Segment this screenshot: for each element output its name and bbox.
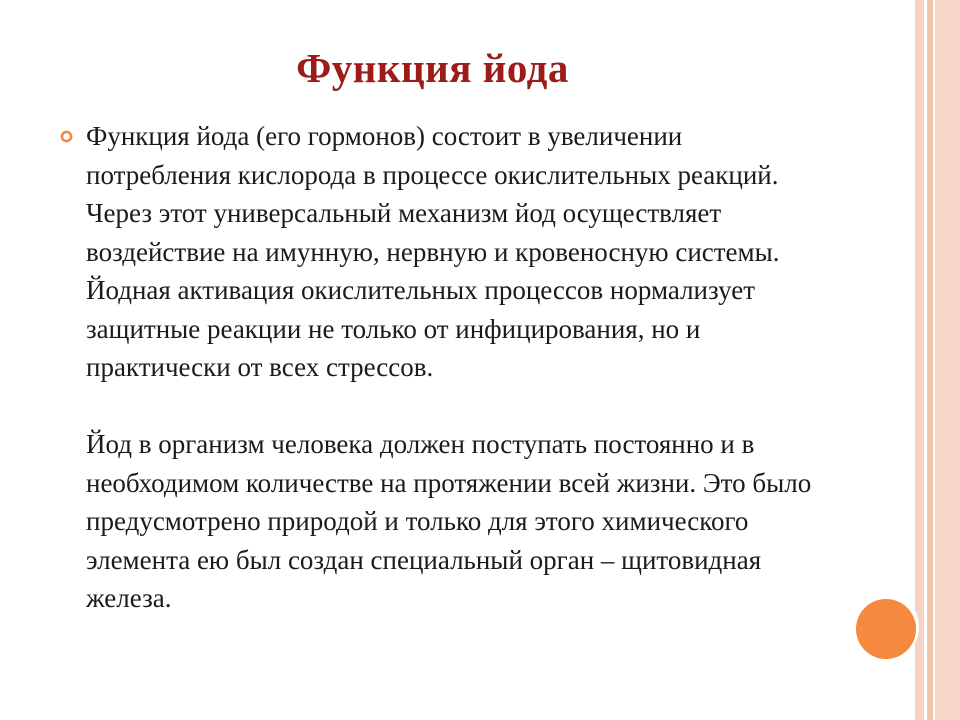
stripe: [915, 0, 924, 720]
paragraph: Йод в организм человека должен поступать постоянно и в необходимом количестве на протяжении всей жизни. Это было предусмотрено природой и только для этого химического элемента ею был создан специальный орган – щитовидная железа.: [86, 429, 812, 613]
decorative-orange-circle: [856, 599, 916, 659]
ring-bullet-icon: [60, 130, 73, 143]
paragraph: Функция йода (его гормонов) состоит в увеличении потребления кислорода в процессе окислительных реакций. Через этот универсальный механизм йод осуществляет воздействие на имунную, нервную и кровеносную системы. Йодная активация окислительных процессов нормализует защитные реакции не только от инфицирования, но и практически от всех стрессов.: [86, 121, 780, 382]
slide-title: Функция йода: [296, 45, 569, 91]
side-stripes: [915, 0, 960, 720]
stripe: [935, 0, 960, 720]
body-text: [86, 117, 826, 618]
